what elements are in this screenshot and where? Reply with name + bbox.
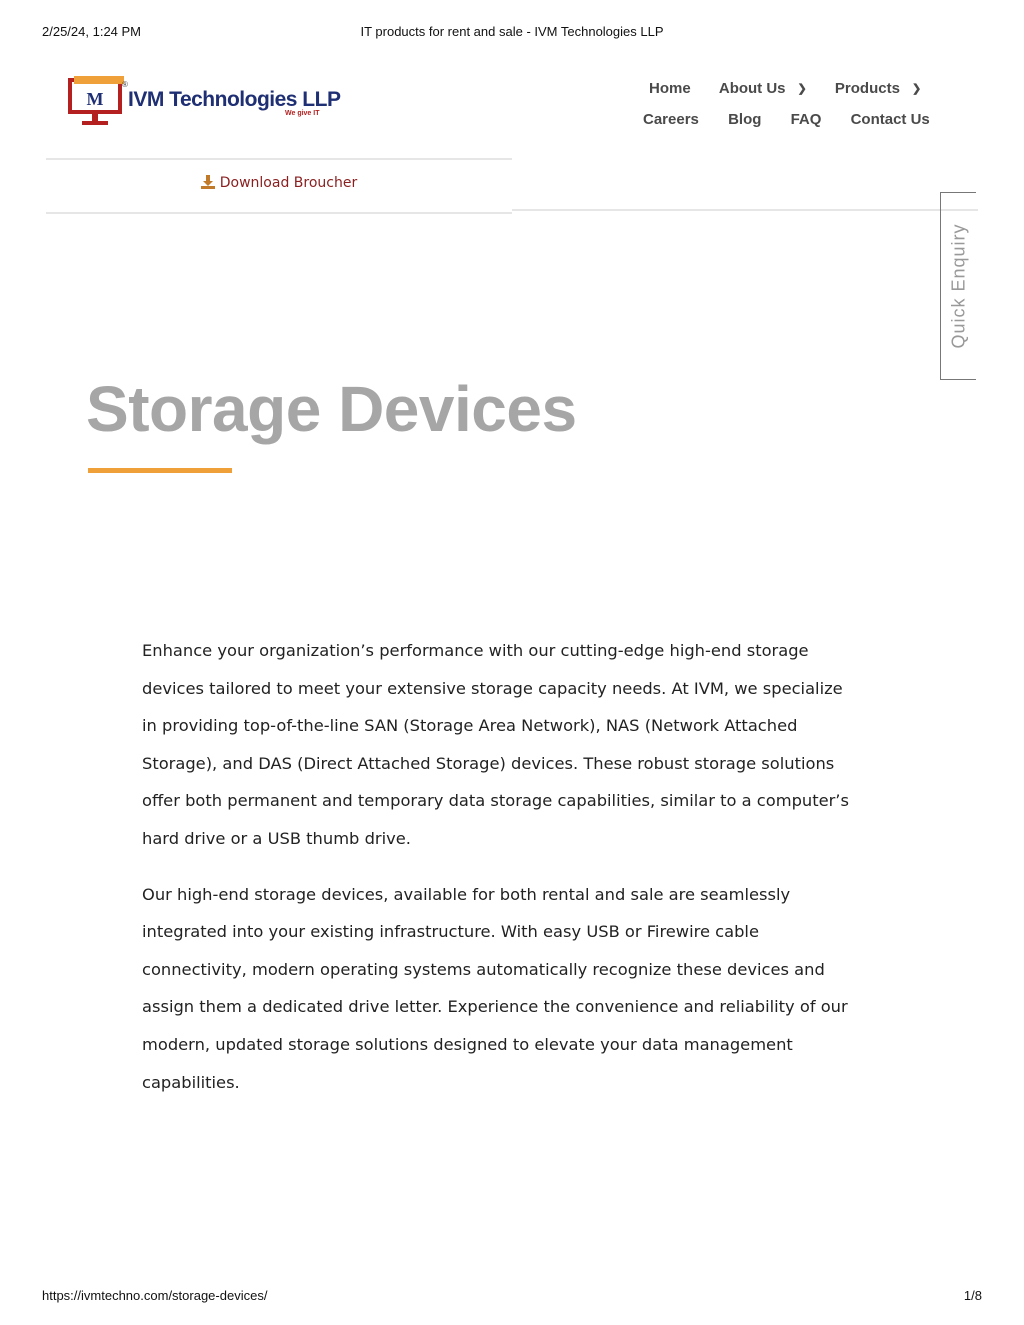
nav-item-contact-us[interactable]: Contact Us — [850, 111, 930, 128]
content-paragraph: Enhance your organization’s performance with our cutting-edge high-end storage devices tailored to meet your extensive storage capacity needs. At IVM, we specialize in providing top-of-the-line SAN (Storage Area Network), NAS (Network Attached Storage), and DAS (Direct Attached Storage) devices. These robust storage solutions offer both permanent and temporary data storage capabilities, similar to a computer’s hard drive or a USB thumb drive. — [142, 641, 849, 848]
print-page-number: 1/8 — [963, 1288, 982, 1303]
download-icon — [201, 175, 215, 189]
nav-item-about-us[interactable] — [719, 80, 807, 97]
nav-label: Products — [834, 80, 900, 97]
logo-name: IVM Technologies LLP — [128, 88, 341, 111]
site-logo[interactable] — [58, 62, 341, 142]
download-label: Download Broucher — [219, 175, 358, 191]
logo-tagline: We give IT — [285, 110, 320, 117]
nav-item-careers[interactable]: Careers — [643, 111, 699, 128]
nav-row-secondary — [643, 111, 955, 128]
svg-text:M: M — [86, 89, 104, 109]
chevron-down-icon: ❯ — [911, 83, 922, 95]
logo-registered-mark: ® — [122, 80, 128, 89]
download-bar — [46, 158, 512, 214]
nav-label: Home — [649, 80, 691, 97]
header-divider — [512, 209, 978, 211]
monitor-logo-icon — [68, 74, 126, 130]
content-paragraph: Our high-end storage devices, available for both rental and sale are seamlessly integrated into your existing infrastructure. With easy USB or Firewire cable connectivity, modern operating systems automatically recognize these devices and assign them a dedicated drive letter. Experience the convenience and reliability of our modern, updated storage solutions designed to elevate your data management capabilities. — [142, 884, 848, 1092]
nav-item-products[interactable] — [835, 80, 921, 97]
nav-label: About Us — [718, 80, 786, 97]
print-datetime: 2/25/24, 1:24 PM — [42, 24, 142, 39]
quick-enquiry-label: Quick Enquiry — [948, 223, 968, 349]
print-url: https://ivmtechno.com/storage-devices/ — [42, 1288, 268, 1303]
nav-item-faq[interactable]: FAQ — [790, 111, 822, 128]
download-brochure-link[interactable] — [46, 175, 512, 191]
title-underline — [88, 468, 232, 473]
nav-item-blog[interactable]: Blog — [728, 111, 762, 128]
print-document-title: IT products for rent and sale - IVM Technologies LLP — [360, 24, 664, 39]
page-title: Storage Devices — [86, 373, 577, 445]
page-content — [142, 632, 852, 1119]
nav-row-primary — [649, 80, 945, 97]
chevron-down-icon: ❯ — [797, 83, 807, 95]
quick-enquiry-tab[interactable] — [940, 192, 976, 380]
nav-item-home[interactable] — [649, 80, 691, 97]
